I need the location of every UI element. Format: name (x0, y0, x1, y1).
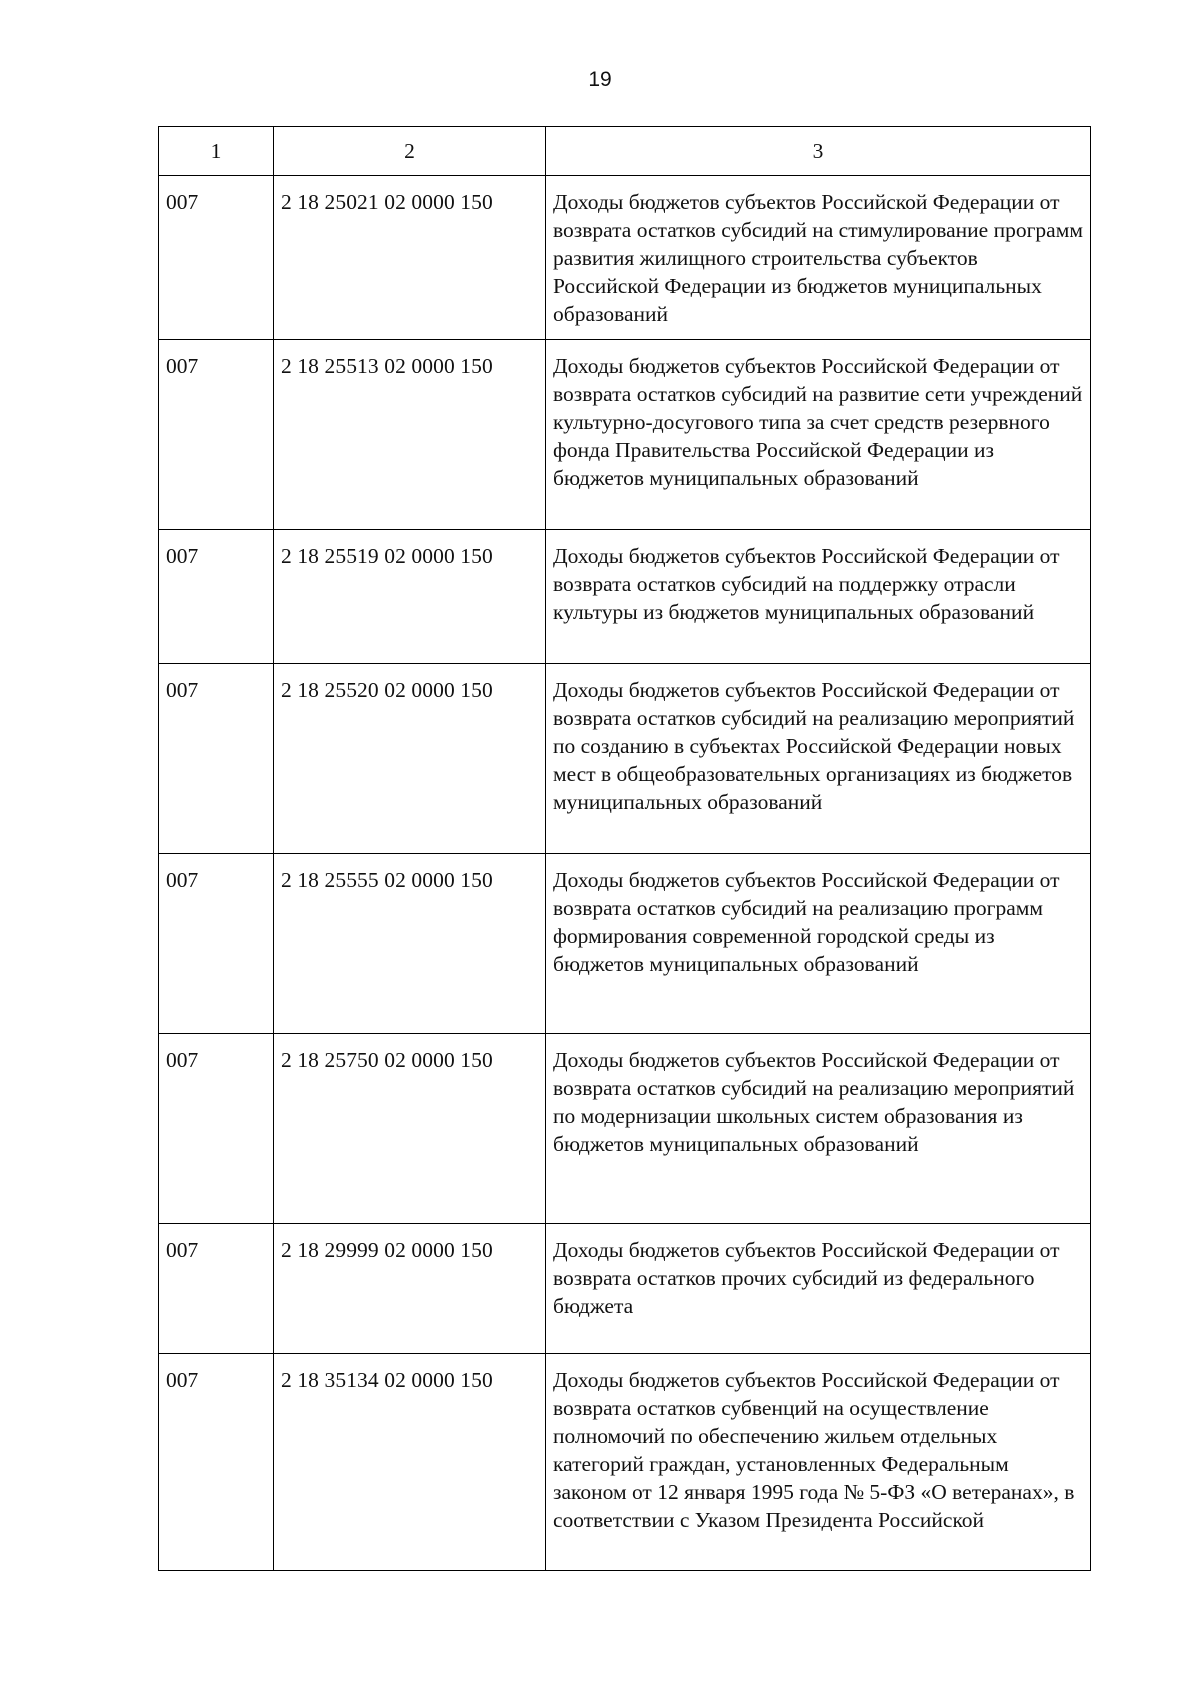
table-header-row (159, 127, 1091, 176)
revenue-description-cell: Доходы бюджетов субъектов Российской Федерации от возврата остатков субсидий на реализацию мероприятий по созданию в субъектах Российской Федерации новых мест в общеобразовательных организациях из бюджетов муниципальных образований (546, 664, 1091, 854)
revenue-code-cell: 2 18 25520 02 0000 150 (274, 664, 546, 854)
table-row (159, 176, 1091, 340)
revenue-code-cell: 2 18 25750 02 0000 150 (274, 1034, 546, 1224)
revenue-code-cell: 2 18 29999 02 0000 150 (274, 1224, 546, 1354)
table-row (159, 530, 1091, 664)
revenue-code-cell: 2 18 25021 02 0000 150 (274, 176, 546, 340)
revenue-description-cell: Доходы бюджетов субъектов Российской Федерации от возврата остатков субсидий на стимулирование программ развития жилищного строительства субъектов Российской Федерации из бюджетов муниципальных образований (546, 176, 1091, 340)
revenue-code-cell: 2 18 25513 02 0000 150 (274, 340, 546, 530)
revenue-classification-table (158, 126, 1091, 1571)
table-row (159, 664, 1091, 854)
admin-code-cell: 007 (159, 1034, 274, 1224)
revenue-description-cell: Доходы бюджетов субъектов Российской Федерации от возврата остатков прочих субсидий из федерального бюджета (546, 1224, 1091, 1354)
page-number: 19 (588, 68, 612, 91)
admin-code-cell: 007 (159, 664, 274, 854)
revenue-description-cell: Доходы бюджетов субъектов Российской Федерации от возврата остатков субсидий на реализацию мероприятий по модернизации школьных систем образования из бюджетов муниципальных образований (546, 1034, 1091, 1224)
admin-code-cell: 007 (159, 530, 274, 664)
revenue-description-cell: Доходы бюджетов субъектов Российской Федерации от возврата остатков субсидий на развитие сети учреждений культурно-досугового типа за счет средств резервного фонда Правительства Российской Федерации из бюджетов муниципальных образований (546, 340, 1091, 530)
admin-code-cell: 007 (159, 1224, 274, 1354)
revenue-description-cell: Доходы бюджетов субъектов Российской Федерации от возврата остатков субсидий на реализацию программ формирования современной городской среды из бюджетов муниципальных образований (546, 854, 1091, 1034)
table-row (159, 1034, 1091, 1224)
column-number-3: 3 (546, 127, 1091, 176)
table-row (159, 340, 1091, 530)
admin-code-cell: 007 (159, 1354, 274, 1571)
column-number-2: 2 (274, 127, 546, 176)
column-number-1: 1 (159, 127, 274, 176)
table-row (159, 1224, 1091, 1354)
revenue-code-cell: 2 18 35134 02 0000 150 (274, 1354, 546, 1571)
table-row (159, 854, 1091, 1034)
revenue-description-cell: Доходы бюджетов субъектов Российской Федерации от возврата остатков субвенций на осуществление полномочий по обеспечению жильем отдельных категорий граждан, установленных Федеральным законом от 12 января 1995 года № 5-ФЗ «О ветеранах», в соответствии с Указом Президента Российской (546, 1354, 1091, 1571)
admin-code-cell: 007 (159, 176, 274, 340)
admin-code-cell: 007 (159, 340, 274, 530)
revenue-code-cell: 2 18 25519 02 0000 150 (274, 530, 546, 664)
revenue-code-cell: 2 18 25555 02 0000 150 (274, 854, 546, 1034)
admin-code-cell: 007 (159, 854, 274, 1034)
revenue-description-cell: Доходы бюджетов субъектов Российской Федерации от возврата остатков субсидий на поддержку отрасли культуры из бюджетов муниципальных образований (546, 530, 1091, 664)
table-row (159, 1354, 1091, 1571)
